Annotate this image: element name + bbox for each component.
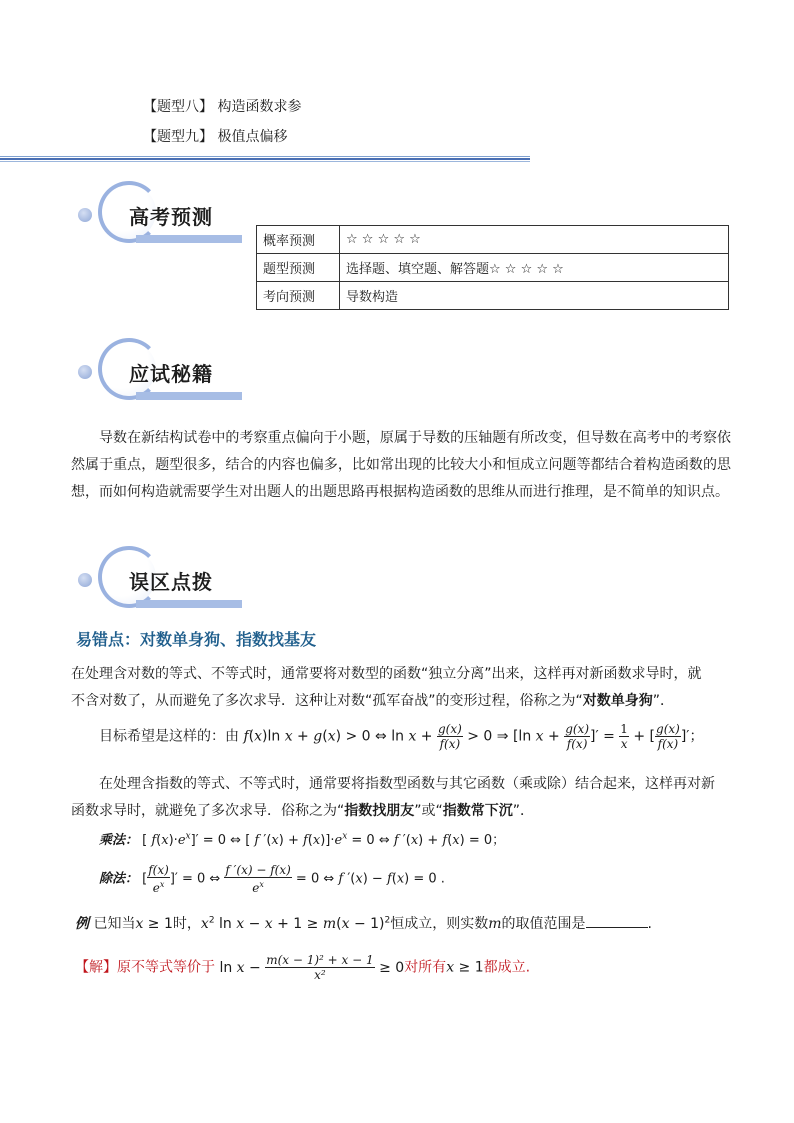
table-row [257,254,729,282]
prediction-table [256,225,729,310]
table-cell-label: 题型预测 [257,254,340,282]
section-banner-miji [76,334,246,410]
table-cell-label: 概率预测 [257,226,340,254]
section-title: 应试秘籍 [129,362,213,386]
table-cell-value: 导数构造 [340,282,729,310]
log-paragraph-line2: 不含对数了，从而避免了多次求导．这种让对数“孤军奋战”的变形过程，俗称之为“对数单身狗”． [71,693,675,709]
division-rule: 除法： [ $\frac{f(x)}{e^x}$ ]′ = 0 ⇔ $\frac{f '(x) - f(x)}{e^x}$ = 0 ⇔ f ′(x) − f(x) = 0 . [99,863,445,895]
section-title: 高考预测 [129,205,213,229]
table-cell-label: 考向预测 [257,282,340,310]
goal-line: 目标希望是这样的：由 f(x)ln x + g(x) > 0 ⇔ ln x + $\frac{g(x)}{f(x)}$ > 0 ⇒ [ln x + $\frac{g(x)}{f(x)}$ ]′ = $\frac{1}{x}$ + [ $\frac{g(x)}{f(x)}$ ]′； [99,722,704,751]
section-banner-wuqu [76,542,246,618]
miji-paragraph: 导数在新结构试卷中的考察重点偏向于小题，原属于导数的压轴题有所改变，但导数在高考中的考察依然属于重点，题型很多，结合的内容也偏多，比如常出现的比较大小和恒成立问题等都结合着构造函数的思想，而如何构造就需要学生对出题人的出题思路再根据构造函数的思维从而进行推理，是不简单的知识点。 [71,430,731,500]
solution-line: 【解】原不等式等价于 ln x − $\frac{\text{m(x − 1)² + x − 1}}{\text{x²}}$ ≥ 0对所有x ≥ 1都成立. [75,953,531,982]
table-row [257,282,729,310]
toc-item-9: 【题型九】 极值点偏移 [143,129,288,145]
divider [0,156,530,161]
bullet-dot-icon [78,365,92,379]
section-title: 误区点拨 [129,570,213,594]
table-row [257,226,729,254]
error-point-heading: 易错点：对数单身狗、指数找基友 [76,630,317,649]
log-paragraph-line1: 在处理含对数的等式、不等式时，通常要将对数型的函数“独立分离”出来，这样再对新函数求导时，就 [71,666,702,682]
bullet-dot-icon [78,208,92,222]
exp-paragraph-line1: 在处理含指数的等式、不等式时，通常要将指数型函数与其它函数（乘或除）结合起来，这样再对新 [99,776,715,792]
table-cell-value: ☆ ☆ ☆ ☆ ☆ [340,226,729,254]
bullet-dot-icon [78,573,92,587]
example-line: 例 已知当x ≥ 1时，$x^2$ $\ln x - x + 1 \ge m(x - 1)^2$恒成立，则实数m的取值范围是 . [75,915,652,932]
multiplication-rule: 乘法： [ $f(x)\cdot e^x]' = 0$ ⇔ [ f $'(x) + f(x)]\cdot e^x = 0$ ⇔ f ′(x) + f(x) = 0； [99,831,506,848]
section-banner-gaokao [76,177,246,253]
exp-paragraph-line2: 函数求导时，就避免了多次求导．俗称之为“指数找朋友”或“指数常下沉”． [71,803,535,819]
toc-item-8: 【题型八】 构造函数求参 [143,99,302,115]
table-cell-value: 选择题、填空题、解答题☆ ☆ ☆ ☆ ☆ [340,254,729,282]
